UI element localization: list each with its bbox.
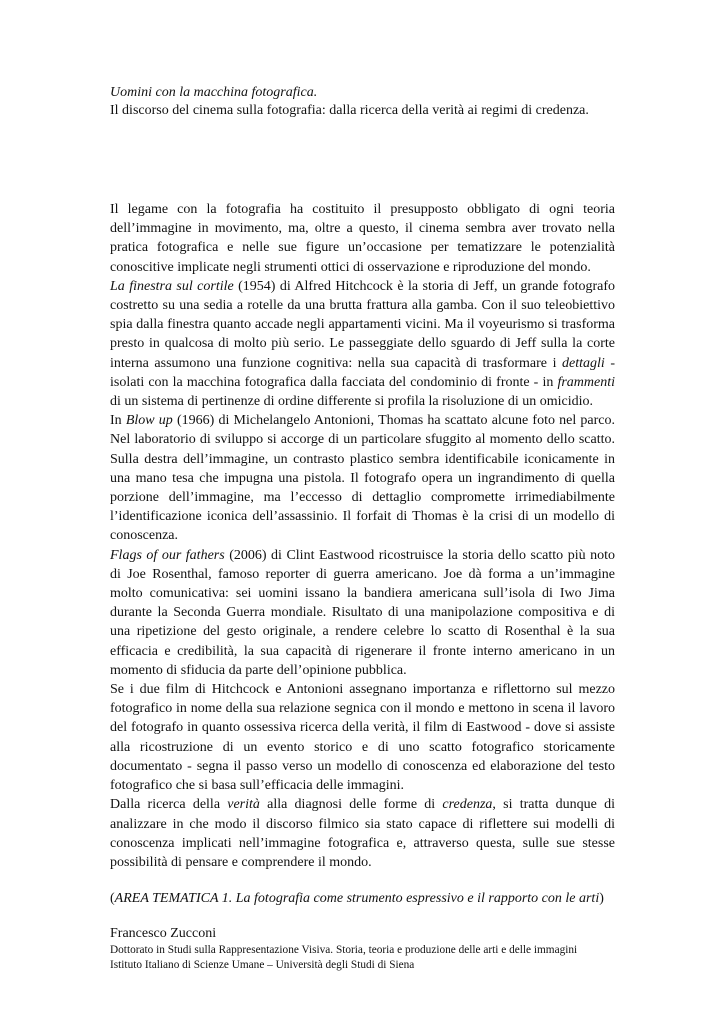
thematic-area: (AREA TEMATICA 1. La fotografia come strumento espressivo e il rapporto con le arti) [110, 891, 604, 907]
paragraph-antonioni: In Blow up (1966) di Michelangelo Antonioni, Thomas ha scattato alcune foto nel parco. Nel laboratorio di sviluppo si accorge di un particolare sfuggito al momento dello scatto. Sulla destra dell’immagine, un contrasto plastico sembra identificabile iconicamente in una mano tesa che impugna una pistola. Il fotografo opera un ingrandimento di quella porzione dell’immagine, ma l’eccesso di dettaglio compromette irrimediabilmente l’identificazione iconica dell’assassinio. Il forfait di Thomas è la crisi di un modello di conoscenza. [110, 413, 615, 544]
document-page [110, 84, 615, 972]
document-subtitle: Il discorso del cinema sulla fotografia: dalla ricerca della verità ai regimi di credenza. [110, 103, 589, 118]
author-name: Francesco Zucconi [110, 926, 217, 942]
film-title-rear-window: La finestra sul cortile [110, 278, 234, 294]
document-title: Uomini con la macchina fotografica. [110, 85, 318, 100]
paragraph-comparison: Se i due film di Hitchcock e Antonioni assegnano importanza e riflettorno sul mezzo fotografico in nome della sua relazione segnica con il mondo e mettono in scena il lavoro del fotografo in quanto ossessiva ricerca della verità, il film di Eastwood - dove si assiste alla ricostruzione di un evento storico e di uno scatto fotografico storicamente documentato - segna il passo verso un modello di conoscenza ed elaborazione del testo fotografico che si basa sull’efficacia delle immagini. [110, 682, 615, 794]
affiliation-line-1: Dottorato in Studi sulla Rappresentazione Visiva. Storia, teoria e produzione delle arti e delle immagini [110, 944, 578, 957]
abstract-body [110, 200, 615, 872]
paragraph-conclusion: Dalla ricerca della verità alla diagnosi delle forme di credenza, si tratta dunque di analizzare in che modo il discorso filmico sia stato capace di riflettere sui modelli di conoscenza implicati nell’immagine fotografica e, attraverso questa, sulle sue stesse possibilità di pensare e comprendere il mondo. [110, 797, 615, 870]
paragraph-hitchcock: La finestra sul cortile (1954) di Alfred Hitchcock è la storia di Jeff, un grande fotografo costretto su una sedia a rotelle da una brutta frattura alla gamba. Con il suo teleobiettivo spia dalla finestra quanto accade negli appartamenti vicini. Ma il voyeurismo si trasforma presto in qualcosa di molto più serio. Le passeggiate dello sguardo di Jeff sulla la corte interna assumono una funzione cognitiva: nella sua capacità di trasformare i dettagli - isolati con la macchina fotografica dalla facciata del condominio di fronte - in frammenti di un sistema di pertinenze di ordine differente si profila la risoluzione di un omicidio. [110, 278, 616, 410]
film-title-blow-up: Blow up [125, 413, 173, 429]
paragraph-intro: Il legame con la fotografia ha costituito il presupposto obbligato di ogni teoria dell’immagine in movimento, ma, oltre a questo, il cinema sembra aver trovato nella pratica fotografica e nelle sue figure un’occasione per tematizzare le potenzialità conoscitive implicate negli strumenti ottici di osservazione e riproduzione del mondo. [110, 202, 615, 275]
paragraph-eastwood: Flags of our fathers (2006) di Clint Eastwood ricostruisce la storia dello scatto più noto di Joe Rosenthal, famoso reporter di guerra americano. Joe dà forma a un’immagine molto comunicativa: sei uomini issano la bandiera americana sull’isola di Iwo Jima durante la Seconda Guerra mondiale. Risultato di una manipolazione compositiva e di una ripetizione del gesto originale, a rendere celebre lo scatto di Rosenthal è la sua efficacia e credibilità, la sua capacità di rigenerare il fronte interno americano in un momento di sfiducia da parte dell’opinione pubblica. [110, 547, 615, 678]
film-title-flags: Flags of our fathers [110, 547, 225, 563]
affiliation-line-2: Istituto Italiano di Scienze Umane – Università degli Studi di Siena [110, 958, 415, 971]
author-affiliation [110, 943, 615, 972]
